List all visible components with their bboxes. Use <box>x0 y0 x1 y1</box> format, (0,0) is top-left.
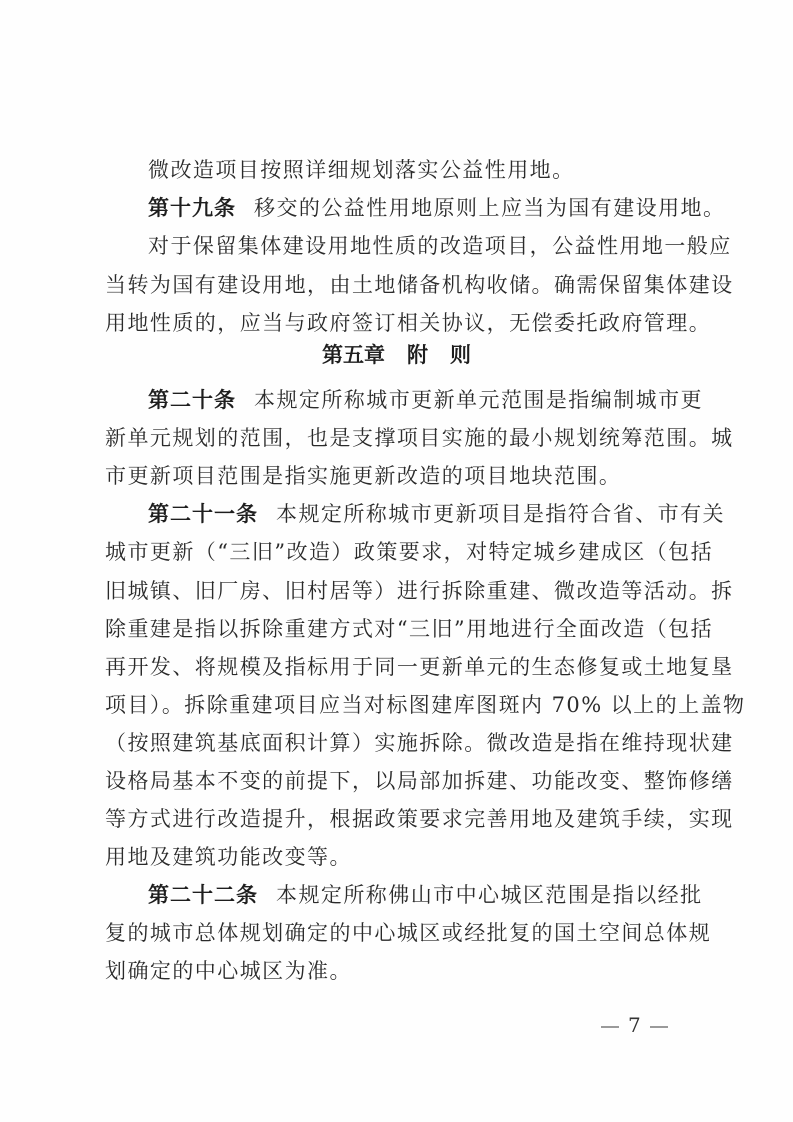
paragraph-line <box>105 653 734 681</box>
chapter-title-1: 附 <box>407 343 428 367</box>
line-text: 设格局基本不变的前提下，以局部加拆建、功能改变、整饰修缮 <box>105 769 734 793</box>
article-label: 第十九条 <box>148 196 236 220</box>
paragraph-line <box>105 767 734 795</box>
paragraph-line <box>105 309 712 337</box>
line-text: 划确定的中心城区为准。 <box>105 959 352 983</box>
paragraph-line <box>105 729 734 757</box>
paragraph-line <box>105 462 695 490</box>
chapter-number: 第五章 <box>322 343 385 367</box>
article-22-line <box>148 881 738 909</box>
article-19-line <box>148 194 738 222</box>
article-21-line <box>148 500 738 528</box>
line-text: 市更新项目范围是指实施更新改造的项目地块范围。 <box>105 464 622 488</box>
dash-left <box>601 1026 619 1028</box>
line-text: 用地及建筑功能改变等。 <box>105 845 352 869</box>
article-label: 第二十二条 <box>148 883 258 907</box>
paragraph-line <box>105 424 734 452</box>
line-text: 用地性质的，应当与政府签订相关协议，无偿委托政府管理。 <box>105 311 712 335</box>
line-text: （按照建筑基底面积计算）实施拆除。微改造是指在维持现状建 <box>105 731 734 755</box>
paragraph-line <box>105 538 714 566</box>
paragraph-line <box>148 232 738 260</box>
line-text: 复的城市总体规划确定的中心城区或经批复的国土空间总体规 <box>105 921 712 945</box>
line-text: 移交的公益性用地原则上应当为国有建设用地。 <box>254 196 726 220</box>
line-text: 项目）。拆除重建项目应当对标图建库图斑内 70% 以上的上盖物 <box>105 693 746 717</box>
paragraph-line <box>105 691 746 719</box>
paragraph-line <box>105 919 712 947</box>
paragraph-line <box>148 156 738 184</box>
article-label: 第二十条 <box>148 388 236 412</box>
line-text: 等方式进行改造提升，根据政策要求完善用地及建筑手续，实现 <box>105 807 734 831</box>
page-number-value: 7 <box>628 1013 641 1037</box>
line-text: 除重建是指以拆除重建方式对“三旧”用地进行全面改造（包括 <box>105 617 714 641</box>
line-text: 本规定所称城市更新单元范围是指编制城市更 <box>254 388 703 412</box>
article-label: 第二十一条 <box>148 502 258 526</box>
paragraph-line <box>105 577 734 605</box>
chapter-heading <box>0 341 793 369</box>
line-text: 对于保留集体建设用地性质的改造项目，公益性用地一般应 <box>148 234 732 258</box>
line-text: 本规定所称城市更新项目是指符合省、市有关 <box>276 502 725 526</box>
line-text: 微改造项目按照详细规划落实公益性用地。 <box>148 158 575 182</box>
paragraph-line <box>105 271 734 299</box>
paragraph-line <box>105 615 714 643</box>
paragraph-line <box>105 957 695 985</box>
paragraph-line <box>105 805 734 833</box>
line-text: 旧城镇、旧厂房、旧村居等）进行拆除重建、微改造等活动。拆 <box>105 579 734 603</box>
chapter-title-2: 则 <box>450 343 471 367</box>
dash-right <box>650 1026 668 1028</box>
line-text: 当转为国有建设用地，由土地储备机构收储。确需保留集体建设 <box>105 273 734 297</box>
paragraph-line <box>105 843 695 871</box>
line-text: 本规定所称佛山市中心城区范围是指以经批 <box>276 883 703 907</box>
line-text: 城市更新（“三旧”改造）政策要求，对特定城乡建成区（包括 <box>105 540 714 564</box>
article-20-line <box>148 386 738 414</box>
line-text: 再开发、将规模及指标用于同一更新单元的生态修复或土地复垦 <box>105 655 734 679</box>
line-text: 新单元规划的范围，也是支撑项目实施的最小规划统筹范围。城 <box>105 426 734 450</box>
page-number <box>592 1012 677 1038</box>
